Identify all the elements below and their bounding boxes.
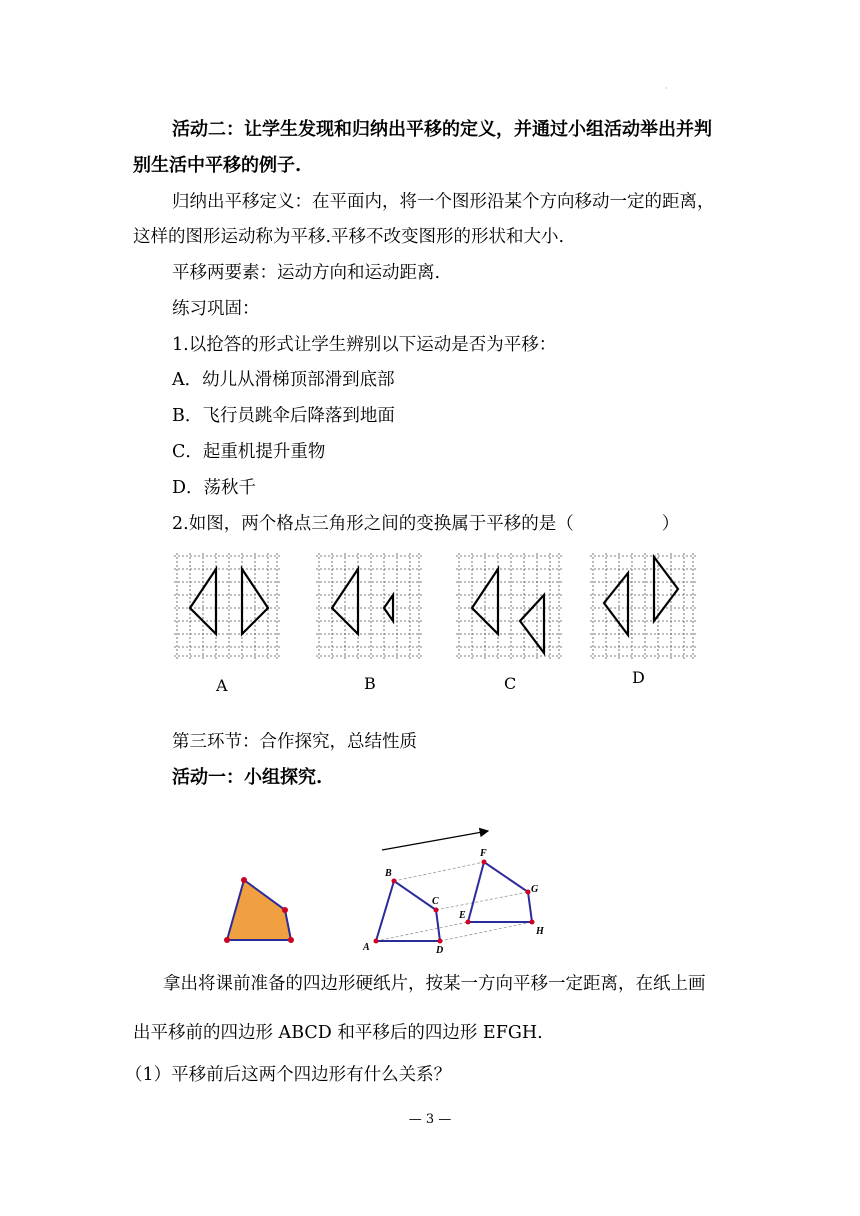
vertex-label-f: F xyxy=(480,848,487,859)
question-1-option-b: B．飞行员跳伞后降落到地面 xyxy=(172,406,395,426)
grid-figure-b xyxy=(316,553,422,659)
grid-figure-label-c: C xyxy=(504,674,517,693)
vertex-label-c: C xyxy=(432,896,439,907)
grid-figure-label-d: D xyxy=(632,668,645,687)
definition-line2: 这样的图形运动称为平移.平移不改变图形的形状和大小. xyxy=(133,227,565,247)
grid-figure-label-a: A xyxy=(216,676,228,695)
question-1-option-d: D．荡秋千 xyxy=(172,478,257,498)
question-part-1: （1）平移前后这两个四边形有什么关系？ xyxy=(125,1065,452,1085)
instruction-line1: 拿出将课前准备的四边形硬纸片，按某一方向平移一定距离，在纸上画 xyxy=(163,974,706,994)
definition-line1: 归纳出平移定义：在平面内，将一个图形沿某个方向移动一定的距离， xyxy=(172,192,715,212)
section-3-activity-1: 活动一：小组探究. xyxy=(172,767,323,788)
section-3-title: 第三环节：合作探究，总结性质 xyxy=(172,732,417,752)
grid-figure-d xyxy=(590,553,696,659)
question-1-stem: 1.以抢答的形式让学生辨别以下运动是否为平移： xyxy=(172,335,557,355)
instruction-line2: 出平移前的四边形 ABCD 和平移后的四边形 EFGH. xyxy=(133,1023,543,1043)
activity2-heading-line2: 别生活中平移的例子. xyxy=(133,155,302,176)
grid-figure-a xyxy=(174,553,280,659)
question-2-stem-text: 2.如图，两个格点三角形之间的变换属于平移的是（ xyxy=(172,514,574,534)
direction-arrow xyxy=(382,831,488,850)
vertex-label-d: D xyxy=(436,945,444,956)
vertex-label-e: E xyxy=(459,910,466,921)
page-mark: · xyxy=(665,84,668,93)
grid-figure-label-b: B xyxy=(364,674,376,693)
practice-title: 练习巩固： xyxy=(172,299,260,319)
question-1-option-a: A．幼儿从滑梯顶部滑到底部 xyxy=(172,370,395,390)
vertex-label-a: A xyxy=(363,942,370,953)
question-2-stem xyxy=(172,512,679,536)
question-1-option-c: C．起重机提升重物 xyxy=(172,442,326,462)
activity2-heading-line1: 活动二：让学生发现和归纳出平移的定义，并通过小组活动举出并判 xyxy=(172,119,712,140)
question-2-stem-close: ） xyxy=(661,514,680,534)
vertex-label-b: B xyxy=(385,868,392,879)
vertex-label-g: G xyxy=(531,884,539,895)
translation-elements: 平移两要素：运动方向和运动距离. xyxy=(172,263,441,283)
page-number: — 3 — xyxy=(408,1112,452,1127)
cardboard-quadrilateral xyxy=(220,872,300,947)
grid-figure-c xyxy=(456,553,562,659)
vertex-label-h: H xyxy=(536,926,544,937)
translation-diagram xyxy=(356,826,556,956)
